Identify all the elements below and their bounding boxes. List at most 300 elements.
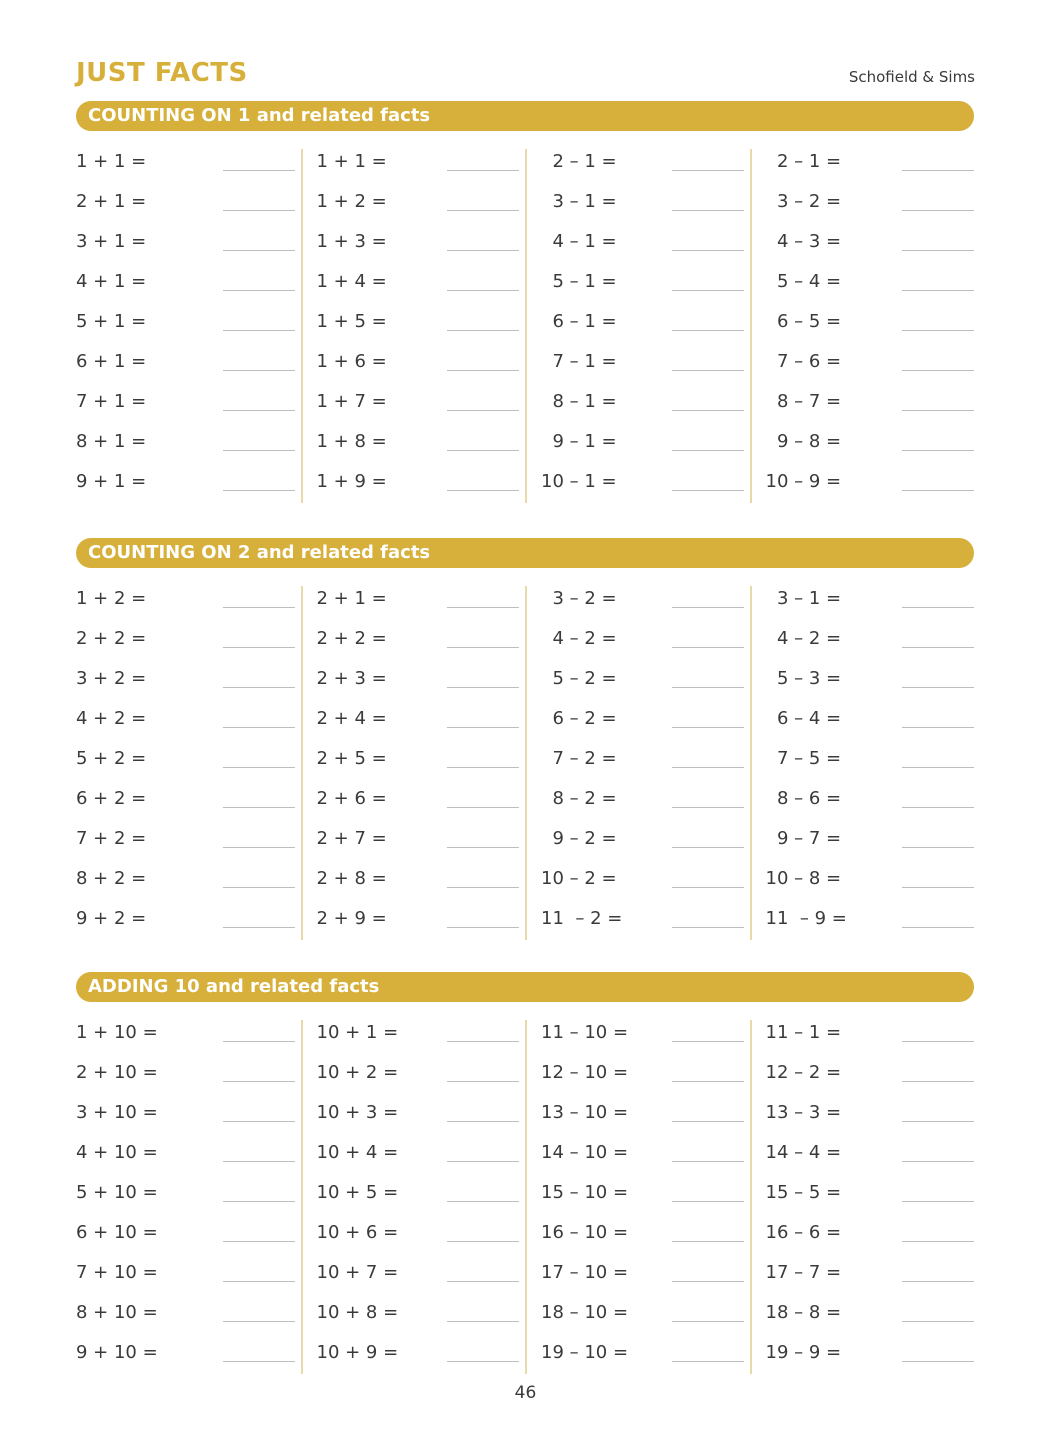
- answer-blank[interactable]: [902, 1041, 974, 1042]
- fact-row: [301, 860, 526, 900]
- answer-blank[interactable]: [672, 847, 744, 848]
- fact-expression: 10 + 5 =: [316, 1182, 399, 1203]
- answer-blank[interactable]: [447, 807, 519, 808]
- answer-blank[interactable]: [672, 170, 744, 171]
- fact-expression: 1 + 4 =: [316, 271, 387, 292]
- fact-expression: 5 + 1 =: [76, 311, 147, 332]
- fact-row: [76, 860, 301, 900]
- fact-expression: 1 + 6 =: [316, 351, 387, 372]
- answer-blank[interactable]: [902, 1121, 974, 1122]
- fact-expression: 5 – 1 =: [541, 271, 617, 292]
- fact-expression: 10 + 4 =: [316, 1142, 399, 1163]
- fact-expression: 7 – 5 =: [765, 748, 842, 769]
- facts-column: [525, 143, 750, 503]
- fact-row: [301, 660, 526, 700]
- fact-row: [301, 303, 526, 343]
- answer-blank[interactable]: [902, 210, 974, 211]
- fact-expression: 11 – 2 =: [541, 908, 623, 929]
- fact-row: [525, 700, 750, 740]
- answer-blank[interactable]: [447, 607, 519, 608]
- fact-row: [750, 700, 975, 740]
- fact-expression: 7 + 1 =: [76, 391, 147, 412]
- fact-expression: 10 + 8 =: [316, 1302, 399, 1323]
- fact-expression: 10 – 9 =: [765, 471, 842, 492]
- answer-blank[interactable]: [223, 170, 295, 171]
- fact-row: [525, 1254, 750, 1294]
- fact-expression: 18 – 10 =: [541, 1302, 629, 1323]
- fact-expression: 14 – 10 =: [541, 1142, 629, 1163]
- answer-blank[interactable]: [223, 607, 295, 608]
- answer-blank[interactable]: [223, 1201, 295, 1202]
- fact-expression: 1 + 10 =: [76, 1022, 158, 1043]
- answer-blank[interactable]: [447, 727, 519, 728]
- fact-expression: 9 – 1 =: [541, 431, 617, 452]
- answer-blank[interactable]: [447, 1201, 519, 1202]
- fact-row: [525, 900, 750, 940]
- fact-row: [525, 423, 750, 463]
- fact-row: [76, 1294, 301, 1334]
- answer-blank[interactable]: [672, 1241, 744, 1242]
- fact-row: [750, 580, 975, 620]
- fact-expression: 4 + 2 =: [76, 708, 147, 729]
- fact-row: [301, 1054, 526, 1094]
- fact-expression: 7 – 6 =: [765, 351, 842, 372]
- fact-expression: 9 + 1 =: [76, 471, 147, 492]
- fact-expression: 2 + 6 =: [316, 788, 387, 809]
- answer-blank[interactable]: [902, 727, 974, 728]
- answer-blank[interactable]: [672, 1161, 744, 1162]
- fact-row: [750, 900, 975, 940]
- fact-row: [76, 463, 301, 503]
- answer-blank[interactable]: [223, 727, 295, 728]
- answer-blank[interactable]: [223, 410, 295, 411]
- answer-blank[interactable]: [672, 727, 744, 728]
- answer-blank[interactable]: [447, 1321, 519, 1322]
- facts-column: [750, 580, 975, 940]
- answer-blank[interactable]: [447, 647, 519, 648]
- fact-expression: 13 – 10 =: [541, 1102, 629, 1123]
- answer-blank[interactable]: [672, 1121, 744, 1122]
- answer-blank[interactable]: [447, 290, 519, 291]
- answer-blank[interactable]: [223, 807, 295, 808]
- section-title: COUNTING ON 2 and related facts: [76, 538, 974, 568]
- fact-expression: 8 – 1 =: [541, 391, 617, 412]
- fact-expression: 15 – 5 =: [765, 1182, 842, 1203]
- answer-blank[interactable]: [672, 410, 744, 411]
- answer-blank[interactable]: [672, 1041, 744, 1042]
- fact-row: [301, 463, 526, 503]
- fact-row: [525, 780, 750, 820]
- answer-blank[interactable]: [447, 767, 519, 768]
- fact-expression: 7 – 2 =: [541, 748, 617, 769]
- answer-blank[interactable]: [902, 687, 974, 688]
- answer-blank[interactable]: [223, 647, 295, 648]
- answer-blank[interactable]: [672, 1361, 744, 1362]
- fact-row: [750, 1214, 975, 1254]
- fact-row: [301, 183, 526, 223]
- fact-row: [750, 1254, 975, 1294]
- fact-expression: 10 + 2 =: [316, 1062, 399, 1083]
- fact-row: [301, 143, 526, 183]
- fact-expression: 12 – 10 =: [541, 1062, 629, 1083]
- fact-expression: 8 – 6 =: [765, 788, 842, 809]
- fact-row: [525, 740, 750, 780]
- answer-blank[interactable]: [672, 210, 744, 211]
- facts-columns: [76, 143, 974, 503]
- fact-row: [525, 1214, 750, 1254]
- answer-blank[interactable]: [223, 887, 295, 888]
- fact-row: [750, 383, 975, 423]
- fact-expression: 3 – 2 =: [541, 588, 617, 609]
- answer-blank[interactable]: [902, 1361, 974, 1362]
- fact-row: [76, 620, 301, 660]
- answer-blank[interactable]: [672, 687, 744, 688]
- fact-expression: 8 + 1 =: [76, 431, 147, 452]
- page-number: 46: [514, 1383, 537, 1403]
- answer-blank[interactable]: [223, 767, 295, 768]
- fact-row: [750, 1094, 975, 1134]
- fact-row: [525, 580, 750, 620]
- fact-row: [301, 1174, 526, 1214]
- facts-column: [750, 143, 975, 503]
- fact-row: [525, 223, 750, 263]
- answer-blank[interactable]: [223, 330, 295, 331]
- fact-expression: 10 – 2 =: [541, 868, 617, 889]
- fact-row: [750, 1014, 975, 1054]
- answer-blank[interactable]: [223, 1281, 295, 1282]
- fact-row: [301, 1294, 526, 1334]
- facts-column: [76, 1014, 301, 1374]
- facts-columns: [76, 580, 974, 940]
- publisher-name: Schofield & Sims: [848, 68, 975, 86]
- answer-blank[interactable]: [447, 847, 519, 848]
- fact-expression: 4 + 1 =: [76, 271, 147, 292]
- fact-row: [76, 700, 301, 740]
- fact-row: [301, 263, 526, 303]
- answer-blank[interactable]: [223, 1161, 295, 1162]
- fact-expression: 9 + 2 =: [76, 908, 147, 929]
- fact-row: [750, 860, 975, 900]
- answer-blank[interactable]: [447, 170, 519, 171]
- answer-blank[interactable]: [447, 490, 519, 491]
- fact-expression: 10 + 6 =: [316, 1222, 399, 1243]
- fact-row: [76, 580, 301, 620]
- fact-expression: 1 + 1 =: [316, 151, 387, 172]
- fact-row: [525, 463, 750, 503]
- fact-row: [76, 740, 301, 780]
- fact-expression: 1 + 5 =: [316, 311, 387, 332]
- answer-blank[interactable]: [672, 290, 744, 291]
- fact-expression: 7 + 10 =: [76, 1262, 158, 1283]
- fact-row: [525, 1094, 750, 1134]
- fact-row: [301, 1254, 526, 1294]
- fact-expression: 4 + 10 =: [76, 1142, 158, 1163]
- fact-expression: 17 – 7 =: [765, 1262, 842, 1283]
- answer-blank[interactable]: [902, 767, 974, 768]
- fact-row: [301, 620, 526, 660]
- answer-blank[interactable]: [447, 1041, 519, 1042]
- fact-row: [76, 383, 301, 423]
- answer-blank[interactable]: [223, 847, 295, 848]
- fact-expression: 14 – 4 =: [765, 1142, 842, 1163]
- answer-blank[interactable]: [447, 1241, 519, 1242]
- fact-row: [750, 1134, 975, 1174]
- fact-expression: 1 + 2 =: [316, 191, 387, 212]
- fact-row: [750, 1334, 975, 1374]
- answer-blank[interactable]: [223, 1121, 295, 1122]
- fact-expression: 2 + 4 =: [316, 708, 387, 729]
- fact-expression: 12 – 2 =: [765, 1062, 842, 1083]
- fact-row: [76, 900, 301, 940]
- fact-row: [525, 860, 750, 900]
- answer-blank[interactable]: [223, 1041, 295, 1042]
- fact-row: [76, 343, 301, 383]
- fact-row: [301, 1094, 526, 1134]
- answer-blank[interactable]: [902, 1241, 974, 1242]
- fact-row: [301, 1134, 526, 1174]
- answer-blank[interactable]: [447, 450, 519, 451]
- answer-blank[interactable]: [672, 330, 744, 331]
- fact-row: [750, 820, 975, 860]
- section: [76, 101, 974, 503]
- fact-row: [750, 620, 975, 660]
- fact-row: [76, 183, 301, 223]
- fact-row: [76, 423, 301, 463]
- fact-expression: 8 + 2 =: [76, 868, 147, 889]
- answer-blank[interactable]: [223, 1361, 295, 1362]
- fact-row: [525, 1174, 750, 1214]
- answer-blank[interactable]: [223, 210, 295, 211]
- fact-row: [750, 183, 975, 223]
- fact-expression: 6 + 1 =: [76, 351, 147, 372]
- answer-blank[interactable]: [902, 170, 974, 171]
- fact-expression: 10 + 1 =: [316, 1022, 399, 1043]
- fact-expression: 1 + 7 =: [316, 391, 387, 412]
- answer-blank[interactable]: [447, 687, 519, 688]
- fact-row: [525, 343, 750, 383]
- fact-expression: 3 + 2 =: [76, 668, 147, 689]
- answer-blank[interactable]: [902, 1281, 974, 1282]
- answer-blank[interactable]: [447, 1281, 519, 1282]
- fact-row: [750, 740, 975, 780]
- answer-blank[interactable]: [902, 1321, 974, 1322]
- answer-blank[interactable]: [902, 490, 974, 491]
- answer-blank[interactable]: [447, 1361, 519, 1362]
- fact-expression: 4 – 2 =: [541, 628, 617, 649]
- fact-expression: 19 – 9 =: [765, 1342, 842, 1363]
- fact-expression: 9 + 10 =: [76, 1342, 158, 1363]
- answer-blank[interactable]: [447, 1121, 519, 1122]
- fact-expression: 7 – 1 =: [541, 351, 617, 372]
- answer-blank[interactable]: [672, 1081, 744, 1082]
- facts-column: [750, 1014, 975, 1374]
- fact-expression: 3 – 1 =: [765, 588, 842, 609]
- answer-blank[interactable]: [223, 1081, 295, 1082]
- fact-expression: 2 + 9 =: [316, 908, 387, 929]
- answer-blank[interactable]: [902, 290, 974, 291]
- fact-row: [301, 1014, 526, 1054]
- fact-expression: 2 + 7 =: [316, 828, 387, 849]
- fact-row: [76, 660, 301, 700]
- fact-expression: 16 – 6 =: [765, 1222, 842, 1243]
- fact-expression: 5 – 3 =: [765, 668, 842, 689]
- fact-row: [301, 343, 526, 383]
- answer-blank[interactable]: [672, 887, 744, 888]
- answer-blank[interactable]: [672, 1281, 744, 1282]
- fact-expression: 4 – 2 =: [765, 628, 842, 649]
- fact-row: [76, 223, 301, 263]
- fact-row: [750, 780, 975, 820]
- answer-blank[interactable]: [223, 1321, 295, 1322]
- answer-blank[interactable]: [223, 250, 295, 251]
- answer-blank[interactable]: [902, 330, 974, 331]
- answer-blank[interactable]: [223, 927, 295, 928]
- fact-row: [76, 1214, 301, 1254]
- answer-blank[interactable]: [447, 927, 519, 928]
- fact-row: [525, 1054, 750, 1094]
- fact-expression: 8 – 2 =: [541, 788, 617, 809]
- answer-blank[interactable]: [672, 370, 744, 371]
- fact-row: [750, 660, 975, 700]
- fact-row: [301, 780, 526, 820]
- fact-row: [525, 1134, 750, 1174]
- fact-expression: 6 + 2 =: [76, 788, 147, 809]
- fact-expression: 3 – 1 =: [541, 191, 617, 212]
- answer-blank[interactable]: [902, 1201, 974, 1202]
- fact-row: [301, 1214, 526, 1254]
- fact-row: [750, 223, 975, 263]
- answer-blank[interactable]: [447, 1161, 519, 1162]
- fact-expression: 1 + 9 =: [316, 471, 387, 492]
- fact-row: [750, 343, 975, 383]
- fact-row: [301, 700, 526, 740]
- fact-expression: 8 – 7 =: [765, 391, 842, 412]
- fact-expression: 15 – 10 =: [541, 1182, 629, 1203]
- facts-column: [301, 1014, 526, 1374]
- fact-expression: 2 – 1 =: [541, 151, 617, 172]
- answer-blank[interactable]: [672, 647, 744, 648]
- answer-blank[interactable]: [672, 927, 744, 928]
- fact-row: [76, 1174, 301, 1214]
- facts-column: [76, 580, 301, 940]
- answer-blank[interactable]: [902, 887, 974, 888]
- fact-expression: 6 – 1 =: [541, 311, 617, 332]
- answer-blank[interactable]: [447, 330, 519, 331]
- answer-blank[interactable]: [902, 250, 974, 251]
- facts-column: [76, 143, 301, 503]
- answer-blank[interactable]: [672, 607, 744, 608]
- fact-row: [750, 1174, 975, 1214]
- fact-expression: 2 + 2 =: [316, 628, 387, 649]
- fact-expression: 4 – 3 =: [765, 231, 842, 252]
- fact-expression: 3 + 10 =: [76, 1102, 158, 1123]
- answer-blank[interactable]: [447, 370, 519, 371]
- fact-expression: 19 – 10 =: [541, 1342, 629, 1363]
- answer-blank[interactable]: [223, 687, 295, 688]
- fact-expression: 18 – 8 =: [765, 1302, 842, 1323]
- fact-expression: 3 + 1 =: [76, 231, 147, 252]
- answer-blank[interactable]: [902, 927, 974, 928]
- answer-blank[interactable]: [672, 807, 744, 808]
- answer-blank[interactable]: [447, 410, 519, 411]
- answer-blank[interactable]: [447, 1081, 519, 1082]
- fact-row: [301, 383, 526, 423]
- fact-expression: 10 + 7 =: [316, 1262, 399, 1283]
- fact-row: [525, 1294, 750, 1334]
- fact-expression: 6 – 5 =: [765, 311, 842, 332]
- fact-expression: 13 – 3 =: [765, 1102, 842, 1123]
- fact-row: [301, 740, 526, 780]
- answer-blank[interactable]: [902, 847, 974, 848]
- answer-blank[interactable]: [902, 410, 974, 411]
- fact-row: [525, 143, 750, 183]
- fact-row: [301, 900, 526, 940]
- answer-blank[interactable]: [672, 490, 744, 491]
- fact-expression: 4 – 1 =: [541, 231, 617, 252]
- answer-blank[interactable]: [672, 767, 744, 768]
- answer-blank[interactable]: [447, 210, 519, 211]
- answer-blank[interactable]: [447, 250, 519, 251]
- fact-expression: 1 + 3 =: [316, 231, 387, 252]
- answer-blank[interactable]: [223, 370, 295, 371]
- answer-blank[interactable]: [223, 1241, 295, 1242]
- fact-expression: 2 + 1 =: [76, 191, 147, 212]
- fact-expression: 17 – 10 =: [541, 1262, 629, 1283]
- fact-expression: 5 – 2 =: [541, 668, 617, 689]
- answer-blank[interactable]: [672, 450, 744, 451]
- fact-expression: 2 + 5 =: [316, 748, 387, 769]
- answer-blank[interactable]: [902, 370, 974, 371]
- fact-row: [525, 1014, 750, 1054]
- fact-expression: 16 – 10 =: [541, 1222, 629, 1243]
- answer-blank[interactable]: [902, 807, 974, 808]
- fact-expression: 3 – 2 =: [765, 191, 842, 212]
- fact-row: [76, 1054, 301, 1094]
- fact-expression: 10 – 1 =: [541, 471, 617, 492]
- fact-expression: 1 + 2 =: [76, 588, 147, 609]
- answer-blank[interactable]: [223, 290, 295, 291]
- fact-expression: 2 + 3 =: [316, 668, 387, 689]
- answer-blank[interactable]: [223, 450, 295, 451]
- answer-blank[interactable]: [672, 1321, 744, 1322]
- answer-blank[interactable]: [902, 1161, 974, 1162]
- answer-blank[interactable]: [902, 647, 974, 648]
- fact-row: [301, 423, 526, 463]
- fact-row: [525, 1334, 750, 1374]
- answer-blank[interactable]: [902, 450, 974, 451]
- fact-row: [76, 820, 301, 860]
- answer-blank[interactable]: [902, 607, 974, 608]
- fact-row: [525, 383, 750, 423]
- facts-column: [525, 1014, 750, 1374]
- answer-blank[interactable]: [672, 250, 744, 251]
- fact-row: [76, 143, 301, 183]
- fact-row: [750, 303, 975, 343]
- answer-blank[interactable]: [447, 887, 519, 888]
- fact-expression: 5 – 4 =: [765, 271, 842, 292]
- fact-row: [525, 303, 750, 343]
- fact-row: [301, 820, 526, 860]
- fact-row: [525, 183, 750, 223]
- fact-expression: 2 + 10 =: [76, 1062, 158, 1083]
- answer-blank[interactable]: [223, 490, 295, 491]
- fact-row: [76, 263, 301, 303]
- fact-expression: 2 + 1 =: [316, 588, 387, 609]
- fact-expression: 11 – 9 =: [765, 908, 847, 929]
- answer-blank[interactable]: [672, 1201, 744, 1202]
- fact-expression: 1 + 1 =: [76, 151, 147, 172]
- answer-blank[interactable]: [902, 1081, 974, 1082]
